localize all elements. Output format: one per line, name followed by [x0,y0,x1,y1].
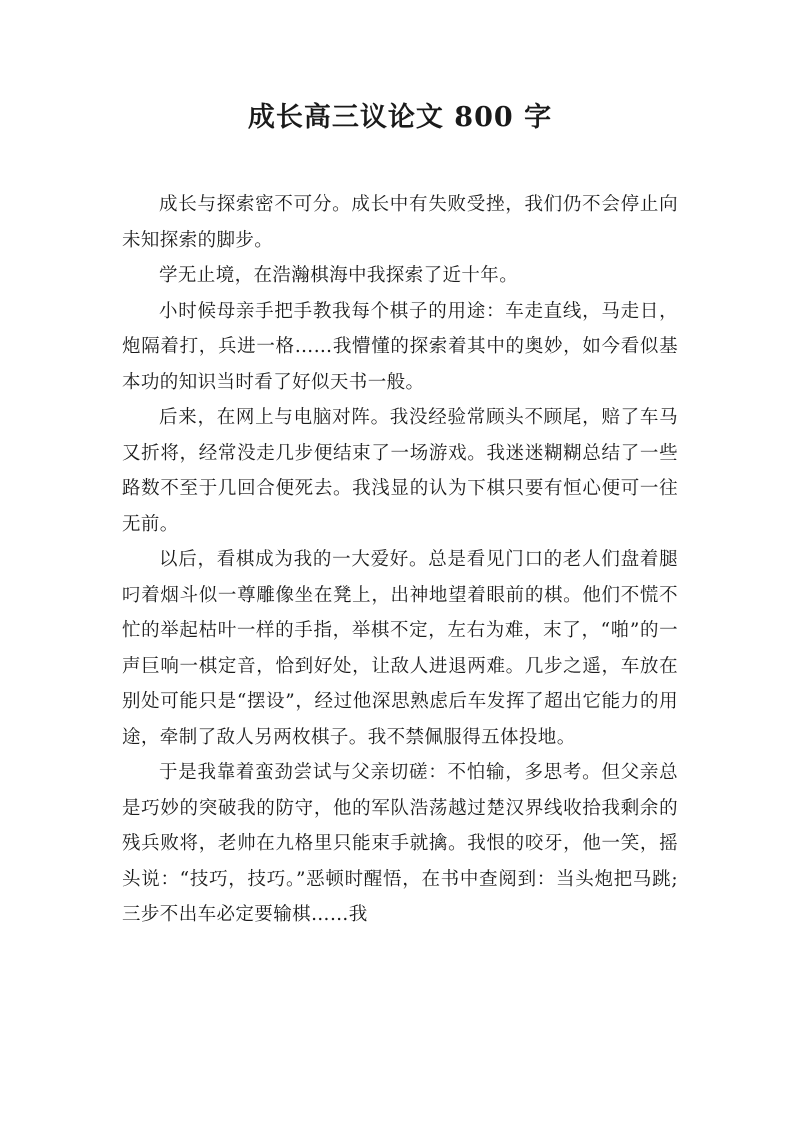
paragraph: 小时候母亲手把手教我每个棋子的用途：车走直线，马走日，炮隔着打，兵进一格……我懵懂的探索着其中的奥妙，如今看似基本功的知识当时看了好似天书一般。 [122,300,678,393]
paragraph: 于是我靠着蛮劲尝试与父亲切磋：不怕输，多思考。但父亲总是巧妙的突破我的防守，他的军队浩荡越过楚汉界线收拾我剩余的残兵败将，老帅在九格里只能束手就擒。我恨的咬牙，他一笑，摇头说：“技巧，技巧。”恶顿时醒悟，在书中查阅到：当头炮把马跳;三步不出车必定要输棋……我 [122,762,678,925]
paragraph: 后来，在网上与电脑对阵。我没经验常顾头不顾尾，赔了车马又折将，经常没走几步便结束了一场游戏。我迷迷糊糊总结了一些路数不至于几回合便死去。我浅显的认为下棋只要有恒心便可一往无前。 [122,407,678,535]
paragraph: 成长与探索密不可分。成长中有失败受挫，我们仍不会停止向未知探索的脚步。 [122,194,678,251]
paragraph: 学无止境，在浩瀚棋海中我探索了近十年。 [159,265,519,286]
document-body [122,187,678,933]
document-title: 成长高三议论文 800 字 [247,102,553,133]
paragraph: 以后，看棋成为我的一大爱好。总是看见门口的老人们盘着腿叼着烟斗似一尊雕像坐在凳上，出神地望着眼前的棋。他们不慌不忙的举起枯叶一样的手指，举棋不定，左右为难，末了，“啪”的一声巨响一棋定音，恰到好处，让敌人进退两难。几步之遥，车放在别处可能只是“摆设”，经过他深思熟虑后车发挥了超出它能力的用途，牵制了敌人另两枚棋子。我不禁佩服得五体投地。 [122,549,678,748]
